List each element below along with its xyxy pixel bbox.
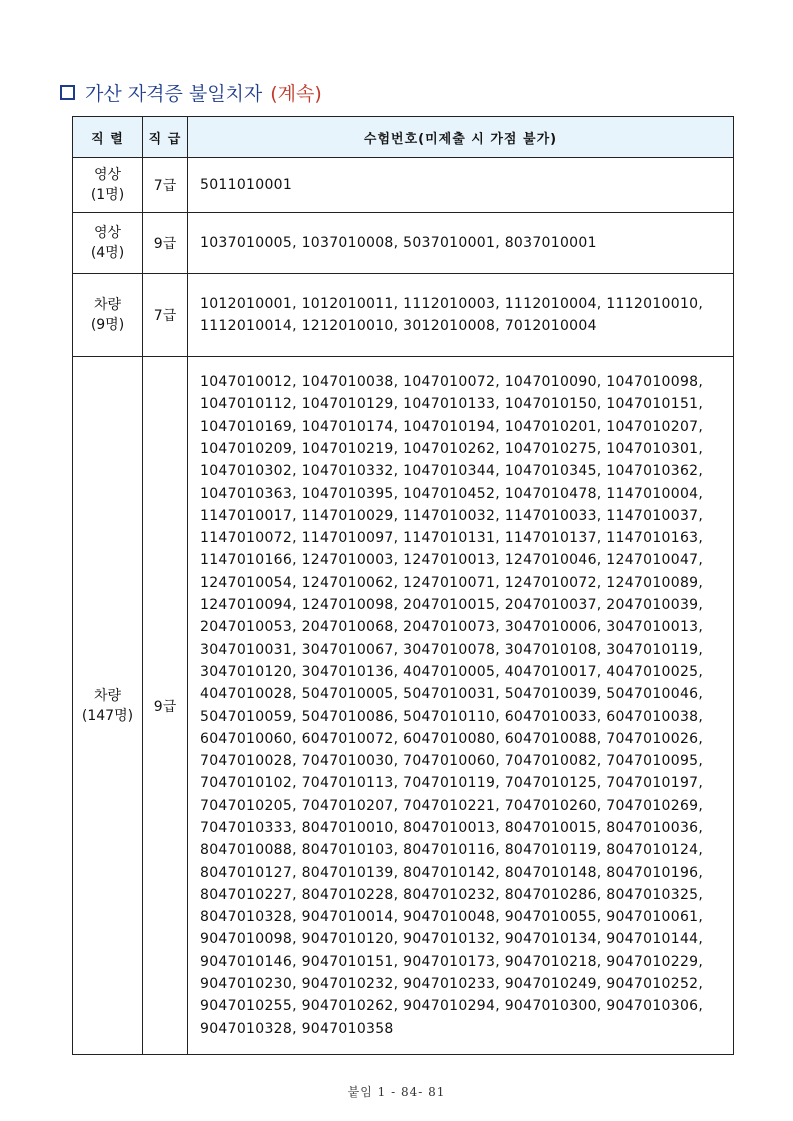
mismatch-table xyxy=(72,116,734,1055)
section-heading xyxy=(60,80,322,104)
header-numbers: 수험번호(미제출 시 가점 불가) xyxy=(188,117,734,158)
exam-numbers-cell: 5011010001 xyxy=(188,158,734,213)
header-position: 직 렬 xyxy=(73,117,143,158)
exam-numbers-cell: 1047010012, 1047010038, 1047010072, 1047010090, 1047010098, 1047010112, 1047010129, 1047010133, 1047010150, 1047010151, 1047010169, 1047010174, 1047010194, 1047010201, 1047010207, 1047010209, 1047010219, 1047010262, 1047010275, 1047010301, 1047010302, 1047010332, 1047010344, 1047010345, 1047010362, 1047010363, 1047010395, 1047010452, 1047010478, 1147010004, 1147010017, 1147010029, 1147010032, 1147010033, 1147010037, 1147010072, 1147010097, 1147010131, 1147010137, 1147010163, 1147010166, 1247010003, 1247010013, 1247010046, 1247010047, 1247010054, 1247010062, 1247010071, 1247010072, 1247010089, 1247010094, 1247010098, 2047010015, 2047010037, 2047010039, 2047010053, 2047010068, 2047010073, 3047010006, 3047010013, 3047010031, 3047010067, 3047010078, 3047010108, 3047010119, 3047010120, 3047010136, 4047010005, 4047010017, 4047010025, 4047010028, 5047010005, 5047010031, 5047010039, 5047010046, 5047010059, 5047010086, 5047010110, 6047010033, 6047010038, 6047010060, 6047010072, 6047010080, 6047010088, 7047010026, 7047010028, 7047010030, 7047010060, 7047010082, 7047010095, 7047010102, 7047010113, 7047010119, 7047010125, 7047010197, 7047010205, 7047010207, 7047010221, 7047010260, 7047010269, 7047010333, 8047010010, 8047010013, 8047010015, 8047010036, 8047010088, 8047010103, 8047010116, 8047010119, 8047010124, 8047010127, 8047010139, 8047010142, 8047010148, 8047010196, 8047010227, 8047010228, 8047010232, 8047010286, 8047010325, 8047010328, 9047010014, 9047010048, 9047010055, 9047010061, 9047010098, 9047010120, 9047010132, 9047010134, 9047010144, 9047010146, 9047010151, 9047010173, 9047010218, 9047010229, 9047010230, 9047010232, 9047010233, 9047010249, 9047010252, 9047010255, 9047010262, 9047010294, 9047010300, 9047010306, 9047010328, 9047010358 xyxy=(188,357,734,1055)
position-count: (4명) xyxy=(90,245,125,261)
grade-cell: 7급 xyxy=(143,158,188,213)
position-cell xyxy=(73,158,143,213)
checkbox-square-icon xyxy=(60,85,75,100)
section-title: 가산 자격증 불일치자 xyxy=(85,82,263,105)
position-count: (147명) xyxy=(81,707,134,724)
grade-cell: 9급 xyxy=(143,213,188,274)
position-cell xyxy=(73,357,143,1055)
position-count: (1명) xyxy=(90,187,125,203)
page-number: 붙임 1 - 84- 81 xyxy=(347,1085,446,1099)
table-row xyxy=(73,274,734,357)
grade-cell: 7급 xyxy=(143,274,188,357)
position-cell xyxy=(73,213,143,274)
table-row xyxy=(73,158,734,213)
table-header-row xyxy=(73,117,734,158)
position-cell xyxy=(73,274,143,357)
exam-numbers-cell: 1037010005, 1037010008, 5037010001, 8037010001 xyxy=(188,213,734,274)
position-name: 영상 xyxy=(93,225,122,241)
table-row xyxy=(73,213,734,274)
table-row xyxy=(73,357,734,1055)
continued-label: (계속) xyxy=(270,82,322,105)
position-name: 차량 xyxy=(93,687,122,704)
position-name: 영상 xyxy=(93,167,122,183)
grade-cell: 9급 xyxy=(143,357,188,1055)
exam-numbers-cell: 1012010001, 1012010011, 1112010003, 1112010004, 1112010010, 1112010014, 1212010010, 3012010008, 7012010004 xyxy=(188,274,734,357)
position-count: (9명) xyxy=(90,317,125,333)
position-name: 차량 xyxy=(93,297,122,313)
header-grade: 직 급 xyxy=(143,117,188,158)
